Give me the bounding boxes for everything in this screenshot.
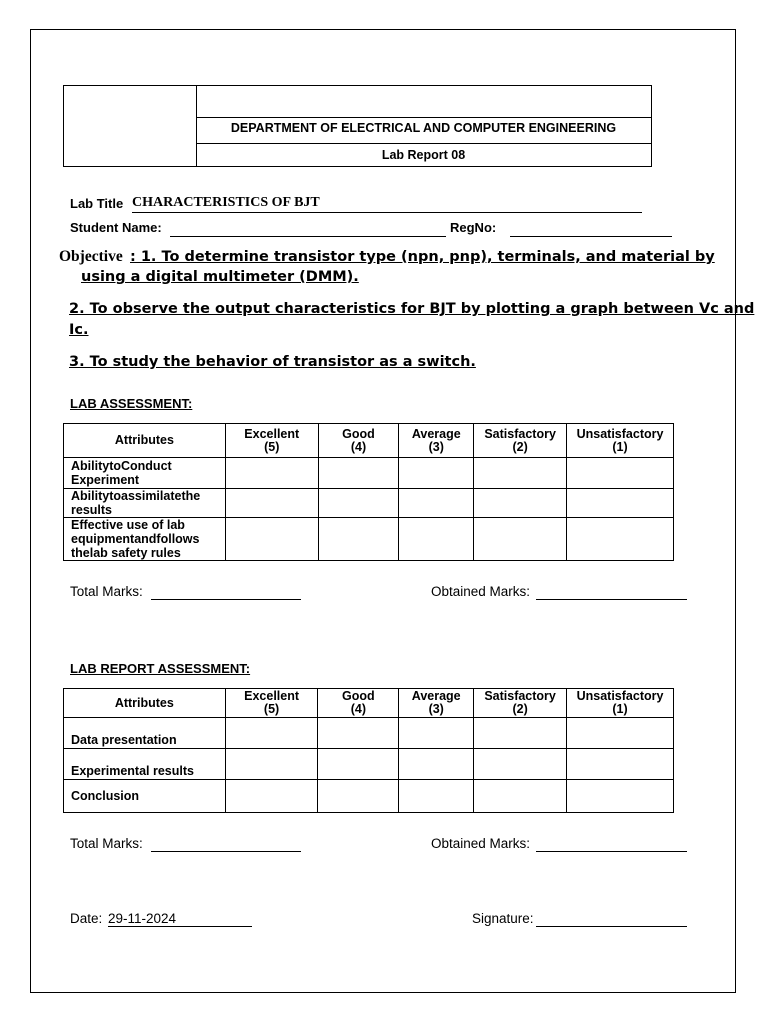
objective-line-2: 2. To observe the output characteristics for BJT by plotting a graph between Vc and [69,301,755,317]
table-row [64,749,674,780]
col-good [318,689,399,718]
student-name-field[interactable] [170,236,446,237]
col-excellent [225,424,318,458]
score-cell[interactable] [567,518,674,561]
score-cell[interactable] [474,780,567,813]
col-name: Unsatisfactory [576,426,664,441]
department-name: DEPARTMENT OF ELECTRICAL AND COMPUTER ENGINEERING [196,117,651,144]
attribute-line: equipmentandfollows [71,532,200,546]
objective-line-2b: Ic. [69,322,89,338]
col-score: (3) [428,439,444,454]
attribute-cell: Conclusion [64,780,226,813]
score-cell[interactable] [399,718,474,749]
score-cell[interactable] [474,749,567,780]
col-average [399,689,474,718]
score-cell[interactable] [399,518,474,561]
col-score: (4) [350,702,367,716]
score-cell[interactable] [318,518,399,561]
table-row [64,458,674,489]
col-satisfactory [474,689,567,718]
regno-label: RegNo: [450,220,497,235]
score-cell[interactable] [318,718,399,749]
header-blank-row [196,86,651,118]
lab-assessment-title: LAB ASSESSMENT: [70,396,193,411]
report-obtained-marks-field[interactable] [536,851,687,852]
report-assessment-table [63,688,674,813]
lab-report-number: Lab Report 08 [381,148,466,162]
col-score: (5) [263,702,280,716]
col-name: Good [342,426,375,441]
attribute-cell [64,489,226,518]
score-cell[interactable] [399,780,474,813]
attributes-header: Attributes [64,689,226,718]
attributes-header: Attributes [64,424,226,458]
report-total-marks-field[interactable] [151,851,301,852]
col-score: (1) [612,702,628,716]
score-cell[interactable] [225,718,318,749]
attribute-line: Experiment [71,473,140,487]
score-cell[interactable] [474,718,567,749]
date-value: 29-11-2024 [108,911,177,926]
lab-obtained-marks-label: Obtained Marks: [431,584,531,599]
attribute-line: Abilitytoassimilatethe [71,489,201,503]
table-row [64,518,674,561]
score-cell[interactable] [225,458,318,489]
attribute-cell [64,518,226,561]
col-name: Satisfactory [484,689,556,703]
attribute-line: results [71,503,112,517]
report-total-marks-label: Total Marks: [70,836,143,851]
report-obtained-marks-label: Obtained Marks: [431,836,531,851]
col-name: Excellent [244,426,300,441]
score-cell[interactable] [318,749,399,780]
col-score: (1) [612,439,628,454]
objective-label: Objective [59,248,123,265]
col-score: (3) [428,702,444,716]
col-score: (2) [512,439,528,454]
lab-assessment-table [63,423,674,561]
score-cell[interactable] [474,458,567,489]
score-cell[interactable] [567,780,674,813]
date-label: Date: [70,911,103,926]
col-score: (2) [512,702,528,716]
score-cell[interactable] [474,489,567,518]
objective-line-1b: using a digital multimeter (DMM). [81,269,359,285]
lab-total-marks-field[interactable] [151,599,301,600]
score-cell[interactable] [567,458,674,489]
score-cell[interactable] [399,458,474,489]
score-cell[interactable] [225,518,318,561]
date-field[interactable] [108,926,252,927]
col-good [318,424,399,458]
score-cell[interactable] [318,458,399,489]
lab-obtained-marks-field[interactable] [536,599,687,600]
score-cell[interactable] [225,489,318,518]
score-cell[interactable] [318,780,399,813]
col-score: (4) [350,439,367,454]
attribute-line: AbilitytoConduct [71,459,172,473]
col-excellent [225,689,318,718]
col-name: Satisfactory [484,426,556,441]
lab-title-label: Lab Title [70,196,124,211]
col-name: Excellent [244,689,300,703]
lab-title-value: CHARACTERISTICS OF BJT [132,195,320,210]
score-cell[interactable] [318,489,399,518]
lab-total-marks-label: Total Marks: [70,584,143,599]
col-name: Average [411,689,461,703]
table-row [64,780,674,813]
col-name: Good [342,689,375,703]
signature-field[interactable] [536,926,687,927]
score-cell[interactable] [225,780,318,813]
score-cell[interactable] [225,749,318,780]
score-cell[interactable] [474,518,567,561]
score-cell[interactable] [399,489,474,518]
attribute-cell: Experimental results [64,749,226,780]
attribute-cell: Data presentation [64,718,226,749]
col-satisfactory [474,424,567,458]
attribute-line: thelab safety rules [71,546,181,560]
col-name: Unsatisfactory [576,689,664,703]
col-name: Average [411,426,461,441]
score-cell[interactable] [567,489,674,518]
score-cell[interactable] [399,749,474,780]
objective-line-3: 3. To study the behavior of transistor as a switch. [69,354,476,370]
report-assessment-title: LAB REPORT ASSESSMENT: [70,661,251,676]
regno-field[interactable] [510,236,672,237]
objective-line-1: : 1. To determine transistor type (npn, pnp), terminals, and material by [130,249,715,265]
header-box [63,85,652,167]
attribute-cell [64,458,226,489]
logo-cell [64,86,197,166]
score-cell[interactable] [567,749,674,780]
table-row [64,718,674,749]
attribute-line: Effective use of lab [71,518,185,532]
lab-title-underline [132,212,642,213]
student-name-label: Student Name: [70,220,162,235]
col-score: (5) [264,439,280,454]
col-unsatisfactory [567,689,674,718]
col-average [399,424,474,458]
table-row [64,489,674,518]
col-unsatisfactory [567,424,674,458]
score-cell[interactable] [567,718,674,749]
signature-label: Signature: [472,911,534,926]
